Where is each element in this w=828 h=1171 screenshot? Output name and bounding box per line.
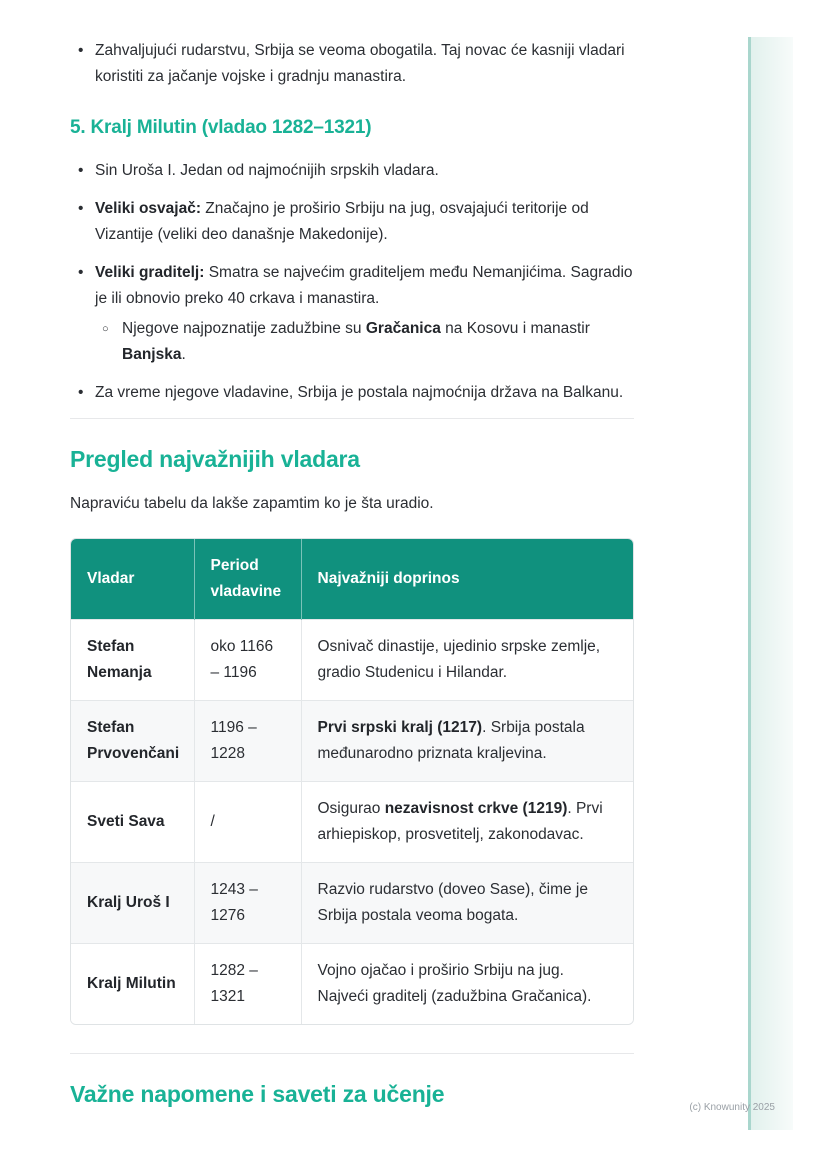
table-row xyxy=(71,701,633,782)
bold-text: Veliki osvajač: xyxy=(95,200,201,217)
contribution-cell xyxy=(301,944,633,1025)
period-cell: / xyxy=(194,782,301,863)
table-row xyxy=(71,944,633,1025)
bold-text: nezavisnost crkve (1219) xyxy=(384,800,568,817)
ruler-name-cell: Stefan Prvovenčani xyxy=(71,701,194,782)
text-run: Razvio rudarstvo (doveo Sase), čime je Srbija postala veoma bogata. xyxy=(317,881,589,924)
text-run: Osnivač dinastije, ujedinio srpske zemlje, gradio Studenicu i Hilandar. xyxy=(317,638,601,681)
bold-text: Banjska xyxy=(122,346,182,363)
header-cell-period: Period vladavine xyxy=(194,539,301,620)
period-cell: 1282 – 1321 xyxy=(194,944,301,1025)
rulers-table-wrapper xyxy=(70,538,634,1025)
list-item xyxy=(70,260,634,368)
copyright-watermark: (c) Knowunity 2025 xyxy=(689,1102,775,1113)
table-intro-paragraph: Napraviću tabelu da lakše zapamtim ko je šta uradio. xyxy=(70,495,434,512)
contribution-cell xyxy=(301,620,633,701)
table-row xyxy=(71,863,633,944)
contribution-cell xyxy=(301,782,633,863)
list-item xyxy=(70,380,634,406)
side-accent-bar xyxy=(748,37,793,1130)
text-run: . Prvi arhiepiskop, prosvetitelj, zakonodavac. xyxy=(317,800,603,843)
table-header-row xyxy=(71,539,633,620)
text-run: . xyxy=(181,346,186,363)
ruler-name-cell: Kralj Milutin xyxy=(71,944,194,1025)
text-run: Osigurao xyxy=(317,800,385,817)
sub-bullet-list xyxy=(95,316,634,368)
milutin-bullet-list xyxy=(70,158,634,406)
header-cell-vladar: Vladar xyxy=(71,539,194,620)
text-run: Zahvaljujući rudarstvu, Srbija se veoma obogatila. Taj novac će kasniji vladari koristiti za jačanje vojske i gradnju manastira. xyxy=(95,42,625,85)
text-run: Sin Uroša I. Jedan od najmoćnijih srpskih vladara. xyxy=(95,162,439,179)
list-item xyxy=(70,38,634,90)
contribution-cell xyxy=(301,701,633,782)
table-row xyxy=(71,782,633,863)
list-item xyxy=(70,158,634,184)
header-cell-doprinos: Najvažniji doprinos xyxy=(301,539,633,620)
text-run: Smatra se najvećim graditeljem među Nemanjićima. Sagradio je ili obnovio preko 40 crkava i manastira. xyxy=(95,264,633,307)
bold-text: Gračanica xyxy=(365,320,441,337)
contribution-cell xyxy=(301,863,633,944)
section-heading-pregled: Pregled najvažnijih vladara xyxy=(70,446,360,472)
bold-text: Prvi srpski kralj (1217) xyxy=(317,719,483,736)
period-cell: oko 1166 – 1196 xyxy=(194,620,301,701)
period-cell: 1196 – 1228 xyxy=(194,701,301,782)
sub-list-item xyxy=(95,316,634,368)
bold-text: Veliki graditelj: xyxy=(95,264,205,281)
list-item xyxy=(70,196,634,248)
text-run: Njegove najpoznatije zadužbine su xyxy=(122,320,366,337)
ruler-name-cell: Kralj Uroš I xyxy=(71,863,194,944)
table-row xyxy=(71,620,633,701)
section-divider xyxy=(70,1053,634,1054)
ruler-name-cell: Sveti Sava xyxy=(71,782,194,863)
period-cell: 1243 – 1276 xyxy=(194,863,301,944)
ruler-name-cell: Stefan Nemanja xyxy=(71,620,194,701)
text-run: Značajno je proširio Srbiju na jug, osvajajući teritorije od Vizantije (veliki deo današnje Makedonije). xyxy=(95,200,589,243)
text-run: Vojno ojačao i proširio Srbiju na jug. Najveći graditelj (zadužbina Gračanica). xyxy=(317,962,592,1005)
text-run: na Kosovu i manastir xyxy=(440,320,590,337)
text-run: Za vreme njegove vladavine, Srbija je postala najmoćnija država na Balkanu. xyxy=(95,384,624,401)
rulers-table xyxy=(71,539,633,1024)
section-heading-kralj-milutin: 5. Kralj Milutin (vladao 1282–1321) xyxy=(70,117,372,138)
section-divider xyxy=(70,418,634,419)
intro-bullet-list xyxy=(70,38,634,90)
content-column xyxy=(70,30,634,1108)
section-heading-vazne: Važne napomene i saveti za učenje xyxy=(70,1081,445,1107)
text-run: . Srbija postala međunarodno priznata kraljevina. xyxy=(317,719,585,762)
